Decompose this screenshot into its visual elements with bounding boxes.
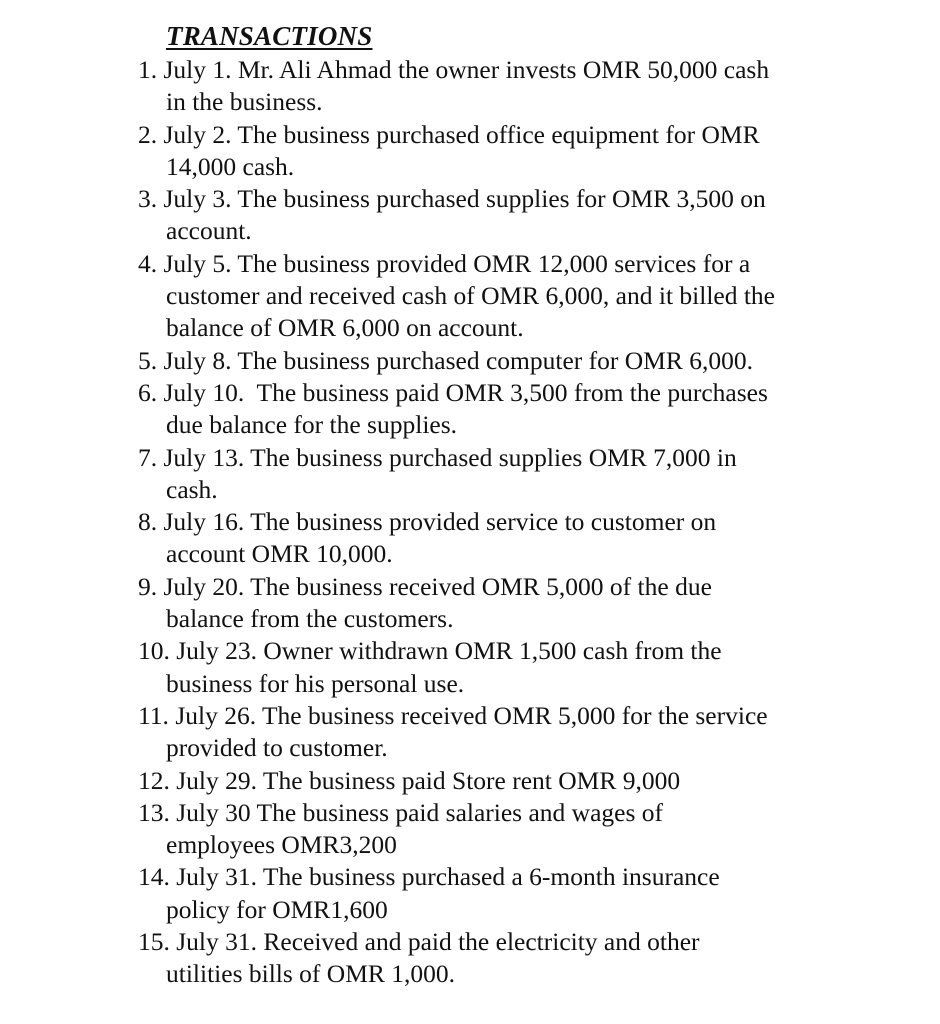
item-text: July 1. Mr. Ali Ahmad the owner invests OMR 50,000 cash (163, 55, 770, 84)
item-text: July 10. The business paid OMR 3,500 from the purchases (163, 377, 768, 407)
list-item (138, 183, 838, 248)
item-text-continuation: balance of OMR 6,000 on account. (166, 313, 524, 343)
item-text: July 31. The business purchased a 6-month insurance (176, 862, 720, 892)
list-item (138, 926, 838, 991)
item-number: 15. (138, 927, 170, 957)
item-number: 14. (138, 862, 170, 892)
item-number: 6. (138, 377, 158, 407)
item-text-continuation: balance from the customers. (166, 604, 454, 634)
item-text: July 2. The business purchased office equipment for OMR (163, 119, 760, 149)
item-number: 4. (138, 248, 158, 278)
item-number: 9. (138, 571, 158, 601)
transactions-list (138, 54, 838, 991)
item-text-continuation: policy for OMR1,600 (166, 894, 388, 924)
item-text: July 30 The business paid salaries and wages of (176, 797, 664, 827)
list-item (138, 248, 838, 345)
list-item (138, 635, 838, 700)
item-text-continuation: account. (166, 216, 252, 246)
list-item (138, 797, 838, 862)
item-text-continuation: 14,000 cash. (166, 151, 295, 181)
item-text: July 16. The business provided service to customer on (163, 507, 717, 537)
list-item (138, 377, 838, 442)
document-title: TRANSACTIONS (166, 21, 373, 51)
item-text-continuation: customer and received cash of OMR 6,000, and it billed the (166, 281, 775, 311)
list-item (138, 765, 838, 797)
item-number: 10. (138, 636, 170, 666)
item-text-continuation: cash. (166, 474, 218, 504)
list-item (138, 861, 838, 926)
item-number: 7. (138, 442, 158, 472)
item-text: July 29. The business paid Store rent OMR 9,000 (176, 765, 681, 795)
item-text-continuation: in the business. (166, 87, 323, 117)
item-number: 13. (138, 797, 170, 827)
item-text-continuation: employees OMR3,200 (166, 830, 397, 860)
list-item (138, 571, 838, 636)
item-text-continuation: business for his personal use. (166, 668, 465, 698)
list-item (138, 506, 838, 571)
list-item (138, 119, 838, 184)
item-text-continuation: provided to customer. (166, 733, 388, 763)
item-text: July 3. The business purchased supplies for OMR 3,500 on (163, 184, 766, 214)
item-text-continuation: account OMR 10,000. (166, 539, 393, 569)
list-item (138, 54, 838, 119)
item-number: 3. (138, 184, 158, 214)
item-number: 2. (138, 119, 158, 149)
item-number: 11. (138, 700, 169, 730)
item-text-continuation: utilities bills of OMR 1,000. (166, 959, 456, 989)
list-item (138, 442, 838, 507)
item-number: 1. (138, 55, 158, 84)
item-text: July 13. The business purchased supplies OMR 7,000 in (163, 442, 737, 472)
item-text: July 8. The business purchased computer for OMR 6,000. (163, 345, 753, 375)
item-text: July 23. Owner withdrawn OMR 1,500 cash from the (176, 636, 722, 666)
item-text: July 26. The business received OMR 5,000 for the service (175, 700, 768, 730)
list-item (138, 345, 838, 377)
item-text: July 31. Received and paid the electricity and other (176, 927, 700, 957)
item-text: July 5. The business provided OMR 12,000 services for a (163, 248, 751, 278)
item-number: 5. (138, 345, 158, 375)
item-number: 12. (138, 765, 170, 795)
list-item (138, 700, 838, 765)
item-number: 8. (138, 507, 158, 537)
item-text-continuation: due balance for the supplies. (166, 410, 458, 440)
item-text: July 20. The business received OMR 5,000 of the due (163, 571, 712, 601)
